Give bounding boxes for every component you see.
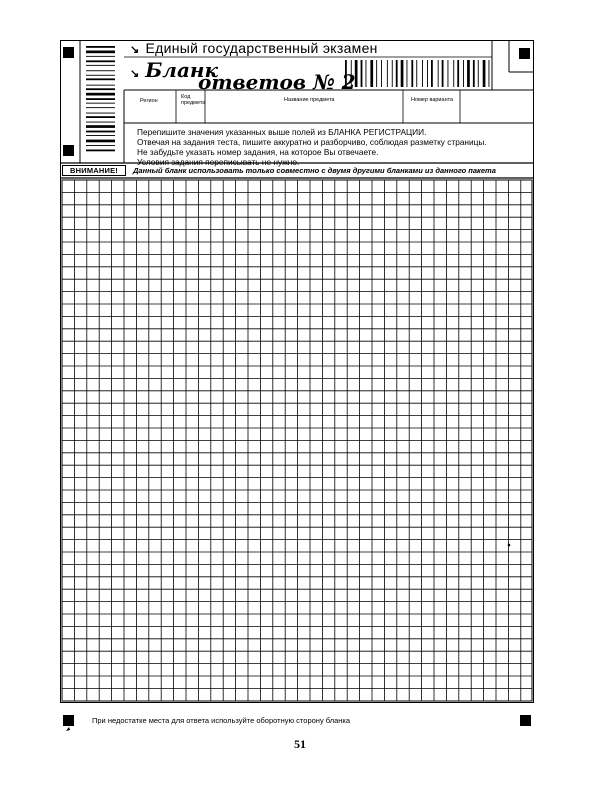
barcode-vertical	[86, 46, 115, 151]
field-label-region: Регион	[140, 98, 158, 104]
instruction-line: Не забудьте указать номер задания, на которое Вы отвечаете.	[137, 147, 379, 157]
field-label-variant-number: Номер варианта	[411, 97, 454, 103]
field-label-subject-code: Код предмета	[181, 94, 206, 106]
arrow-icon: ↘	[130, 44, 140, 56]
barcode-horizontal	[345, 60, 489, 87]
field-label-subject-name: Название предмета	[284, 97, 335, 103]
instruction-line: Перепишите значения указанных выше полей из БЛАНКА РЕГИСТРАЦИИ.	[137, 127, 427, 137]
answer-grid	[62, 180, 532, 701]
exam-title-text: Единый государственный экзамен	[145, 40, 378, 56]
footer-note: При недостатке места для ответа используйте оборотную сторону бланка	[92, 716, 351, 725]
warning-label: ВНИМАНИЕ!	[62, 165, 126, 176]
form-title-line1-text: Бланк	[145, 58, 219, 82]
instructions	[137, 127, 487, 167]
instruction-line: Условия задания переписывать не нужно.	[137, 157, 300, 167]
form-title-line2: ответов № 2	[198, 70, 356, 94]
warning-text: Данный бланк использовать только совместно с двумя другими бланками из данного пакета	[133, 166, 496, 175]
arrow-icon: ↘	[130, 68, 140, 80]
exam-title	[130, 40, 378, 56]
instruction-line: Отвечая на задания теста, пишите аккуратно и разборчиво, соблюдая разметку страницы.	[137, 137, 487, 147]
page-number: 51	[294, 737, 306, 751]
